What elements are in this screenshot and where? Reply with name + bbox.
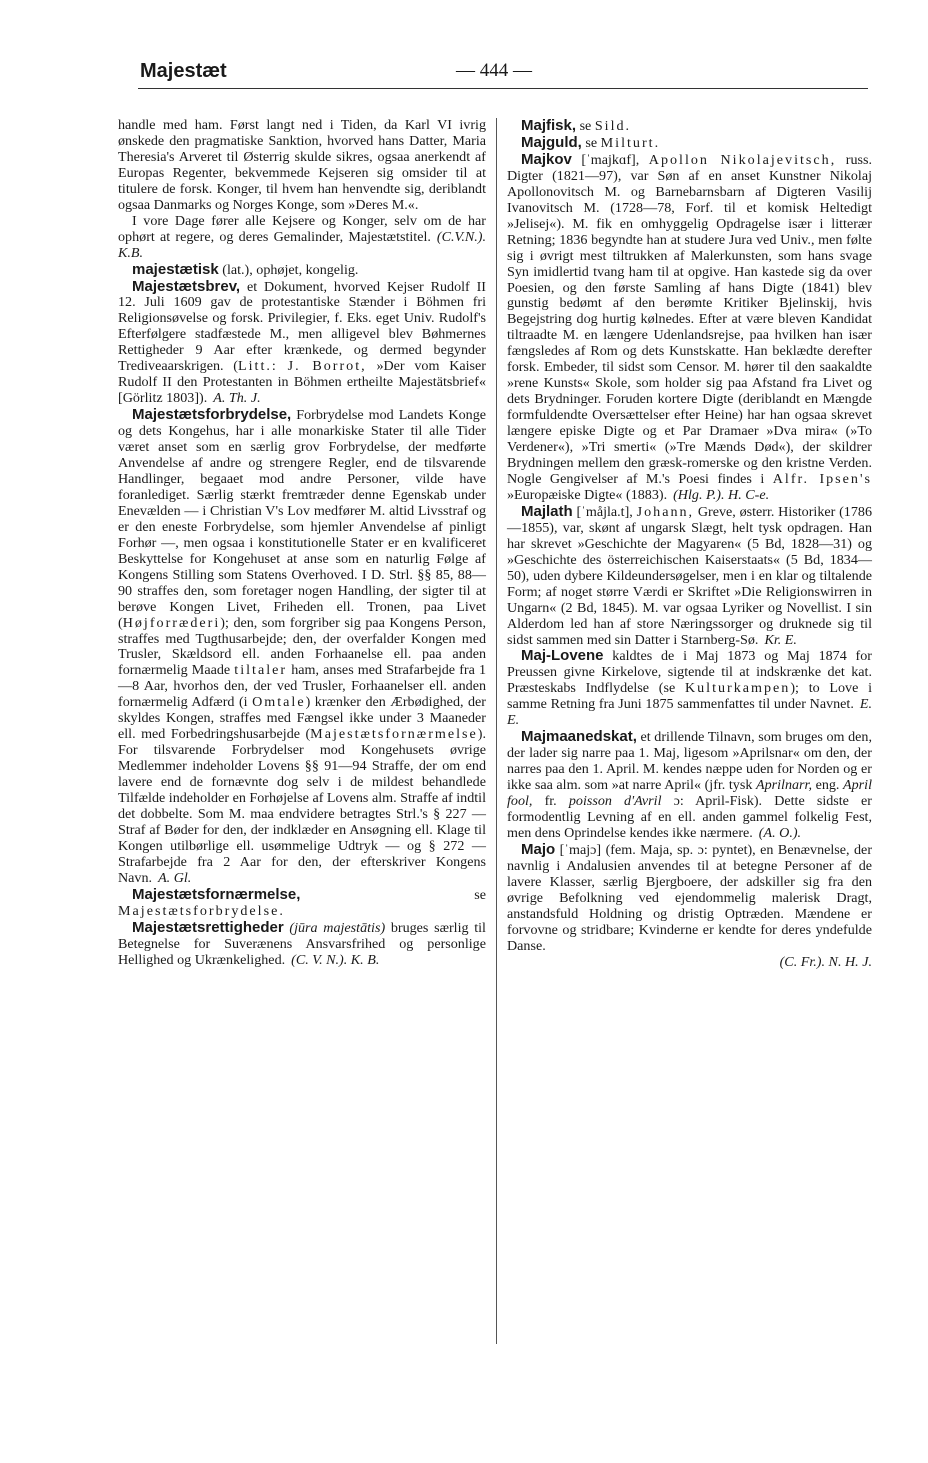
paragraph-title-usage: I vore Dage fører alle Kejsere og Konger, selv om de har ophørt at regere, og deres Gemalinder, Majestætstitel. (C.V.N.). K.B. — [118, 212, 486, 261]
entry-majestaetsbrev: Majestætsbrev, et Dokument, hvorved Kejser Rudolf II 12. Juli 1609 gav de protestantiske Stænder i Böhmen fri Religionsøvelse og forsk. Privilegier, f. Eks. eget Univ. Rudolf's Efterfølgere stadfæstede M., men alligevel blev Bøhmernes Rettigheder 9 Aar efter krænkede, og dermed begynder Trediveaarskrigen. (Litt.: J. Borrot, »Der vom Kaiser Rudolf II den Protestanten in Böhmen ertheilte Majestätsbrief« [Görlitz 1803]). A. Th. J. — [118, 277, 486, 407]
author-signature: (Hlg. P.). H. C-e. — [673, 486, 770, 503]
author-signature: A. Th. J. — [213, 390, 261, 407]
entry-headword: Majmaanedskat, — [521, 728, 637, 746]
column-divider — [496, 118, 497, 1344]
right-column — [507, 118, 872, 971]
entry-majestaetsfornaermelse: Majestætsfornærmelse, se Majestætsforbrydelse. — [118, 885, 486, 919]
entry-headword: Majestætsfornærmelse, — [132, 885, 301, 903]
entry-headword: majestætisk — [132, 260, 219, 278]
entry-headword: Maj-Lovene — [521, 647, 604, 665]
entry-majguld: Majguld, se Milturt. — [521, 133, 661, 151]
author-signature: Kr. E. — [764, 631, 797, 648]
entry-headword: Majguld, — [521, 133, 582, 151]
entry-majo: Majo [ˈmajɔ] (fem. Maja, sp. ɔ: pyntet), en Benævnelse, der navnlig i Andalusien anvendes til at betegne Personer af de lavere Klasser, særlig Bjergboere, der adskiller sig fra den øvrige Befolkning ved ejendommelig malerisk Dragt, anstandsfuld Holdning og dristig Optræden. Mændene er forvovne og stridbare; Kvinderne er kendte for deres yndefulde Danse. (C. Fr.). N. H. J. — [507, 840, 873, 970]
entry-headword: Majkov — [521, 150, 572, 168]
entry-majestaetsrettigheder: Majestætsrettigheder (jūra majestātis) bruges særlig til Betegnelse for Suverænens Ansvarsfrihed og personlige Hellighed og Ukrænkelighed. (C. V. N.). K. B. — [118, 918, 486, 968]
entry-majestaetsforbrydelse: Majestætsforbrydelse, Forbrydelse mod Landets Konge og dets Kongehus, har i alle monarkiske Stater til alle Tider været anset som en særlig grov Forbrydelse, der medførte Anvendelse af andre og strengere Regler, end de tilsvarende Handlinger, begaaet mod andre Personer, vilde have foranlediget. Særlig stærkt fremtræder denne Egenskab under Enevælden — i Christian V's Lov medfører M. altid Livsstraf og er den eneste Forbrydelse, som hjemler Anvendelse af pinligt Forhør —, men ogsaa i konstitutionelle Stater er en kvalificeret Beskyttelse for Kongehuset at anse som en naturlig Følge af Kongens Stilling som Statens Overhoved. I D. Strl. §§ 85, 88—90 straffes den, som foretager nogen Handling, der sigter til at berøve Kongen Livet, Friheden ell. Tronen, paa Livet (Højforræderi); den, som forgriber sig paa Kongens Person, straffes med Tugthusarbejde; den, der overfalder Kongen med Trusler, Skældsord ell. anden Forhaanelse ell. paa anden fornærmelig Maade tiltaler ham, anses med Strafarbejde fra 1—8 Aar, hvorhos den, der ved Trusler, Forhaanelser ell. anden fornærmelig Adfærd (i Omtale) krænker den Ærbødighed, der skyldes Kongen, straffes med Fængsel ikke under 3 Maaneder ell. med Forbedringshusarbejde (Majestætsfornærmelse). For tilsvarende Forbrydelser mod Kongehusets øvrige Medlemmer indeholder Lovens §§ 91—94 Straffe, der om end lavere end de fornævnte dog selv i de mildest behandlede Tilfælde indeholder en Forhøjelse af Lovens alm. Straffe af indtil det dobbelte. Som M. maa endvidere betragtes Strl.'s § 227 — Straf af Bøder for den, der indklæder en Ansøgning ell. Klage til Kongen utilbørlige ell. usømmelige Udtryk — og § 272 — Strafarbejde fra 2 Aar for den, der efterskriver Kongens Navn. A. Gl. — [118, 406, 487, 886]
entry-headword: Majlath — [521, 502, 573, 520]
entry-headword: Majo — [521, 840, 556, 858]
entry-headword: Majfisk, — [521, 117, 577, 134]
running-title: Majestæt — [140, 60, 227, 82]
page-number: — 444 — — [456, 60, 532, 81]
entry-majmaanedskat: Majmaanedskat, et drillende Tilnavn, som bruges om den, der lader sig narre paa 1. Maj, ligesom »Aprilsnar« om den, der narres paa den 1. April. M. kendes næppe uden for Norden og er ikke saa alm. som »at narre April« (jfr. tysk Aprilnarr, eng. April fool, fr. poisson d'Avril ɔ: April-Fisk). Dette sidste er formodentlig Levning af en ell. anden gammel folkelig Fest, men dens Oprindelse kendes ikke nærmere. (A. O.). — [507, 728, 873, 841]
cross-reference: Milturt. — [600, 134, 661, 151]
author-signature: A. Gl. — [158, 869, 192, 886]
author-signature: (C. Fr.). N. H. J. — [779, 953, 872, 970]
header-rule — [138, 88, 868, 89]
entry-majfisk: Majfisk, se Sild. — [521, 117, 632, 134]
entry-majlath: Majlath [ˈmåjla.t], Johann, Greve, østerr. Historiker (1786—1855), var, skønt af ungarsk Slægt, helt tysk opdragen. Han har skrevet »Geschichte der Magyaren« (5 Bd, 1828—31) og »Geschichte des österreichischen Kaiserstaats« (5 Bd, 1834—50), uden dybere Kildeundersøgelser, men i en klar og tiltalende Form; af noget større Værdi er Skriftet »Die Religionswirren in Ungarn« (2 Bd, 1845). M. var ogsaa Lyriker og Novellist. I sin Alderdom led han af store Næringssorger og druknede sig til sidst sammen med sin Datter i Starnberg-Sø. Kr. E. — [507, 502, 872, 648]
cross-reference: Majestætsforbrydelse. — [118, 902, 285, 919]
author-signature: (C.V.N.). K.B. — [118, 228, 486, 261]
author-signature: E. E. — [507, 696, 872, 729]
continuation-paragraph: handle med ham. Først langt ned i Tiden, da Karl VI ivrig ønskede den pragmatiske Sanktion, hvorved hans Datter, Maria Theresia's Arveret til Østerrig skulde sikres, ogsaa anerkendt af Europas Regenter, bekvemmede Kejseren sig omsider til at titulere de forsk. Konger, til hvem han henvendte sig, deriblandt ogsaa Danmarks og Norges Konge, som »Deres M.«. — [118, 117, 486, 213]
author-signature: (A. O.). — [758, 824, 802, 841]
entry-headword: Majestætsbrev, — [132, 277, 241, 295]
author-signature: (C. V. N.). K. B. — [291, 951, 380, 968]
entry-majkov: Majkov [ˈmajkɑf], Apollon Nikolajevitsch, russ. Digter (1821—97), var Søn af en anset Kunstner Nikolaj Apollonovitsch M. og Barnebarnsbarn af Digteren Vasilij Ivanovitsch M. (1728—78, Forf. til et komisk Heltedigt »Jelisej«). M. fik en omhyggelig Opdragelse især i litterær Retning; 1836 begyndte han at studere Jura ved Univ., men følte sig i øvrigt mest tiltrukken af Malerkunsten, som hans svage Syn imidlertid tvang ham til at opgive. Han kastede sig da over Poesien, og den første Samling af hans Digte (1841) blev gunstig bedømt af den berømte Kritiker Bjelinskij, hvis Begejstring dog hurtig kølnedes. Efter at være bleven Kandidat tiltraadte M. en længere Udenlandsrejse, paa hvilken han især fængsledes af Rom og dets Kunstskatte. Han beklædte derefter forsk. Embeder, til sidst som Censor. M. hører til den saakaldte »rene Kunsts« Skole, som holder sig paa Afstand fra Livet og dets Brydninger. Foruden kortere Digte (deriblandt en Mængde formfuldendte Oversættelser efter Heine) har han ogsaa skrevet længere episke Digte og et Par Dramaer »Dva mira« (»To Verdener«), »Tri smerti« (»Tre Mænds Død«), der skildrer Brydningen mellem den græsk-romerske og den kristne Verden. Nogle Gengivelser af M.'s Poesi findes i Alfr. Ipsen's »Europæiske Digte« (1883). (Hlg. P.). H. C-e. — [507, 150, 872, 503]
entry-majestaetisk: majestætisk (lat.), ophøjet, kongelig. — [132, 260, 359, 278]
left-column — [118, 118, 486, 969]
cross-reference: Sild. — [594, 118, 632, 134]
entry-headword: Majestætsforbrydelse, — [132, 406, 292, 424]
entry-maj-lovene: Maj-Lovene kaldtes de i Maj 1873 og Maj 1874 for Preussen givne Kirkelove, sigtende til at indskrænke det kat. Præsteskabs Indflydelse (se Kulturkampen); to Love i samme Retning fra Juni 1875 sammenfattes til under Navnet. E. E. — [507, 647, 872, 729]
entry-headword: Majestætsrettigheder — [132, 918, 284, 936]
page-header — [118, 58, 870, 92]
